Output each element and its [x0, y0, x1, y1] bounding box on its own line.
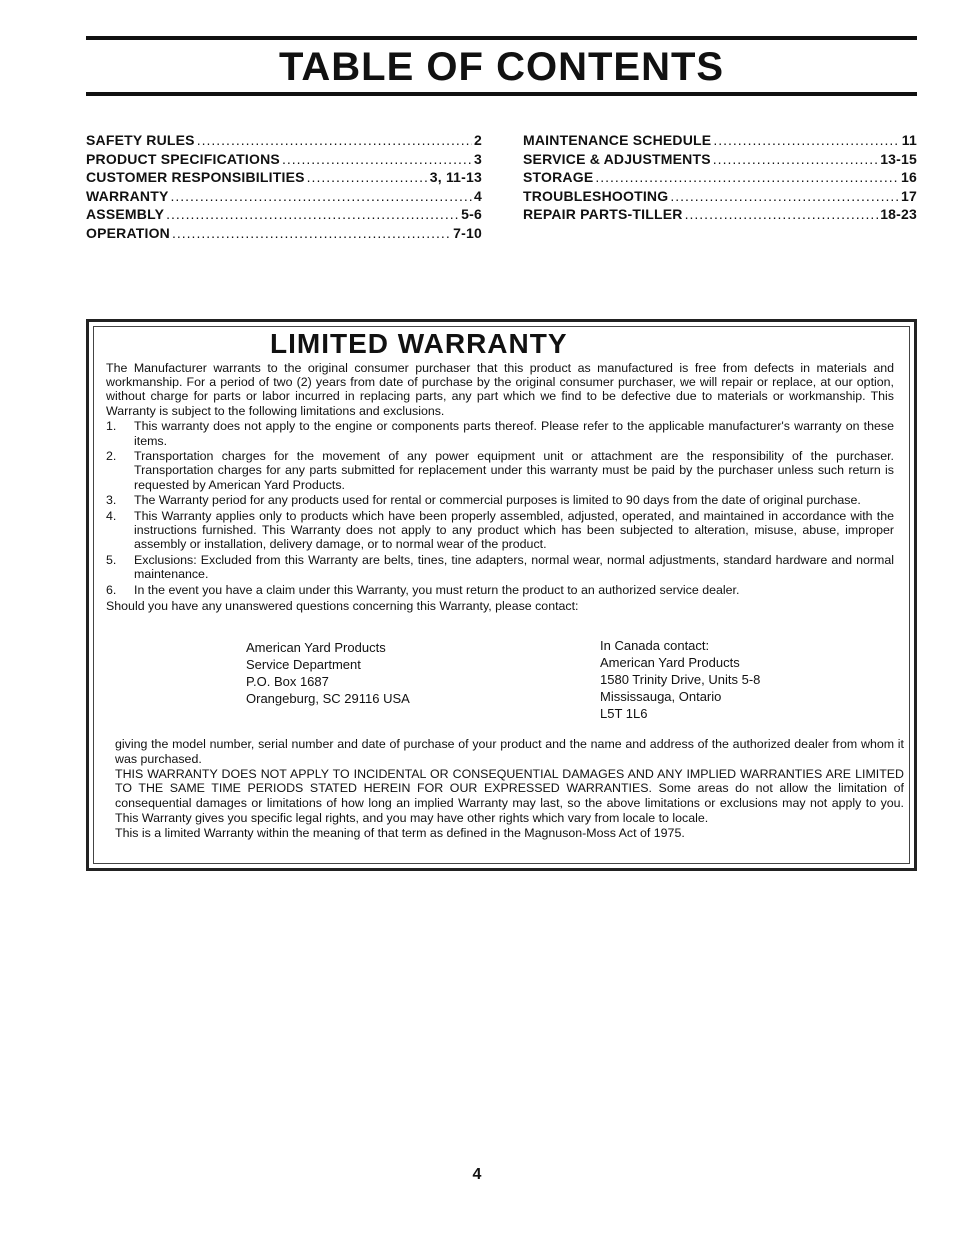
- page-title: TABLE OF CONTENTS: [278, 45, 725, 89]
- canada-contact-address: [600, 637, 760, 722]
- toc-entry: [523, 169, 917, 188]
- toc-entry: [523, 206, 917, 225]
- toc-leader-dots: [685, 206, 879, 222]
- toc-leader-dots: [197, 132, 472, 148]
- toc-leader-dots: [170, 188, 472, 204]
- address-line: Service Department: [246, 657, 361, 672]
- address-line: L5T 1L6: [600, 706, 648, 721]
- toc-leader-dots: [670, 188, 899, 204]
- warranty-item: [106, 509, 894, 552]
- toc-entry-label: MAINTENANCE SCHEDULE: [523, 132, 712, 148]
- warranty-item-number: 3.: [106, 493, 117, 508]
- warranty-item: [106, 449, 894, 492]
- warranty-item: [106, 553, 894, 581]
- warranty-item-text: Transportation charges for the movement of any power equipment unit or attachment are the responsibility of the purchaser. Transportation charges for any parts submitted for replacement under this warranty must be paid by the purchaser unless such return is requested by American Yard Products.: [134, 449, 894, 492]
- toc-entry-label: REPAIR PARTS-TILLER: [523, 206, 683, 222]
- toc-entry-label: CUSTOMER RESPONSIBILITIES: [86, 169, 305, 185]
- warranty-item-number: 4.: [106, 509, 117, 524]
- toc-entry: [523, 151, 917, 170]
- warranty-item-number: 5.: [106, 553, 117, 568]
- toc-entry-label: PRODUCT SPECIFICATIONS: [86, 150, 280, 167]
- warranty-item-number: 1.: [106, 419, 117, 434]
- toc-leader-dots: [282, 151, 472, 167]
- page-number: 4: [472, 1166, 482, 1183]
- toc-leader-dots: [307, 169, 428, 185]
- warranty-intro: The Manufacturer warrants to the original consumer purchaser that this product as manufactured is free from defects in materials and workmanship. For a period of two (2) years from date of purchase by the original consumer purchaser, we will repair or replace, at our option, without charge for parts or labor incurred in replacing parts, any part which we find to be defective due to materials or workmanship. This Warranty is subject to the following limitations and exclusions.: [106, 361, 894, 418]
- address-line: P.O. Box 1687: [246, 674, 329, 689]
- toc-leader-dots: [713, 132, 899, 148]
- us-contact-address: [246, 639, 410, 707]
- warranty-item-text: This warranty does not apply to the engine or components parts thereof. Please refer to the applicable manufacturer's warranty on these items.: [134, 419, 894, 448]
- toc-entry-label: OPERATION: [86, 224, 170, 241]
- warranty-item-number: 6.: [106, 583, 117, 598]
- closing-paragraph: giving the model number, serial number and date of purchase of your product and the name and address of the authorized dealer from whom it was purchased.: [115, 737, 904, 766]
- toc-entry-page: 4: [474, 187, 482, 204]
- toc-entry-label: WARRANTY: [86, 187, 169, 204]
- toc-leader-dots: [172, 225, 451, 241]
- address-line: Orangeburg, SC 29116 USA: [246, 691, 410, 706]
- warranty-item: [106, 493, 894, 507]
- toc-entry-page: 11: [901, 132, 917, 148]
- address-line: American Yard Products: [600, 655, 740, 670]
- toc-entry-label: STORAGE: [523, 169, 594, 185]
- toc-right-column: [523, 132, 917, 225]
- title-rule-top: [86, 36, 917, 40]
- toc-entry: [86, 151, 482, 170]
- warranty-item-number: 2.: [106, 449, 117, 464]
- toc-entry: [86, 132, 482, 151]
- toc-entry-page: 17: [901, 187, 917, 204]
- warranty-body: [106, 361, 894, 613]
- toc-entry-label: ASSEMBLY: [86, 206, 165, 222]
- warranty-item-text: The Warranty period for any products used for rental or commercial purposes is limited to 90 days from the date of original purchase.: [134, 493, 861, 508]
- address-line: In Canada contact:: [600, 638, 710, 653]
- address-line: American Yard Products: [246, 640, 386, 655]
- toc-entry-label: TROUBLESHOOTING: [523, 187, 669, 204]
- toc-entry-page: 16: [901, 169, 917, 185]
- toc-entry: [523, 188, 917, 207]
- warranty-item-text: This Warranty applies only to products which have been properly assembled, adjusted, operated, and maintained in accordance with the instructions furnished. This Warranty does not apply to any product which has been subjected to alteration, misuse, abuse, improper assembly or installation, delivery damage, or to normal wear of the product.: [134, 509, 894, 552]
- toc-entry-page: 3: [474, 150, 482, 167]
- warranty-item-text: Exclusions: Excluded from this Warranty are belts, tines, tine adapters, normal wear, normal adjustments, standard hardware and normal maintenance.: [134, 553, 894, 582]
- toc-entry: [86, 188, 482, 207]
- closing-paragraph: THIS WARRANTY DOES NOT APPLY TO INCIDENTAL OR CONSEQUENTIAL DAMAGES AND ANY IMPLIED WARRANTIES ARE LIMITED TO THE SAME TIME PERIODS STATED HEREIN FOR OUR EXPRESSED WARRANTIES. Some areas do not allow the limitation of consequential damages or limitations of how long an implied Warranty may last, so the above limitations or exclusions may not apply to you. This Warranty gives you specific legal rights, and you may have other rights which vary from locale to locale.: [115, 766, 904, 825]
- toc-entry-page: 18-23: [880, 206, 917, 222]
- toc-entry-page: 5-6: [461, 206, 482, 222]
- closing-paragraph: This is a limited Warranty within the meaning of that term as defined in the Magnuson-Moss Act of 1975.: [115, 825, 685, 840]
- warranty-title: LIMITED WARRANTY: [270, 328, 568, 359]
- contact-prompt: Should you have any unanswered questions concerning this Warranty, please contact:: [106, 598, 579, 613]
- address-line: 1580 Trinity Drive, Units 5-8: [600, 672, 761, 687]
- toc-entry: [86, 169, 482, 188]
- toc-entry-page: 3, 11-13: [429, 169, 482, 185]
- toc-entry-page: 7-10: [453, 224, 482, 241]
- toc-entry: [86, 206, 482, 225]
- toc-leader-dots: [595, 169, 899, 185]
- warranty-item: [106, 419, 894, 447]
- toc-entry-page: 13-15: [880, 150, 917, 167]
- toc-leader-dots: [713, 151, 878, 167]
- toc-entry-label: SAFETY RULES: [86, 132, 195, 148]
- warranty-closing: [115, 737, 904, 841]
- warranty-item: [106, 583, 894, 597]
- toc-leader-dots: [166, 206, 459, 222]
- address-line: Mississauga, Ontario: [600, 689, 722, 704]
- title-rule-bottom: [86, 92, 917, 96]
- toc-entry: [523, 132, 917, 151]
- toc-entry: [86, 225, 482, 244]
- toc-entry-page: 2: [474, 132, 482, 148]
- warranty-item-text: In the event you have a claim under this Warranty, you must return the product to an authorized service dealer.: [134, 583, 740, 598]
- toc-left-column: [86, 132, 482, 243]
- toc-entry-label: SERVICE & ADJUSTMENTS: [523, 150, 711, 167]
